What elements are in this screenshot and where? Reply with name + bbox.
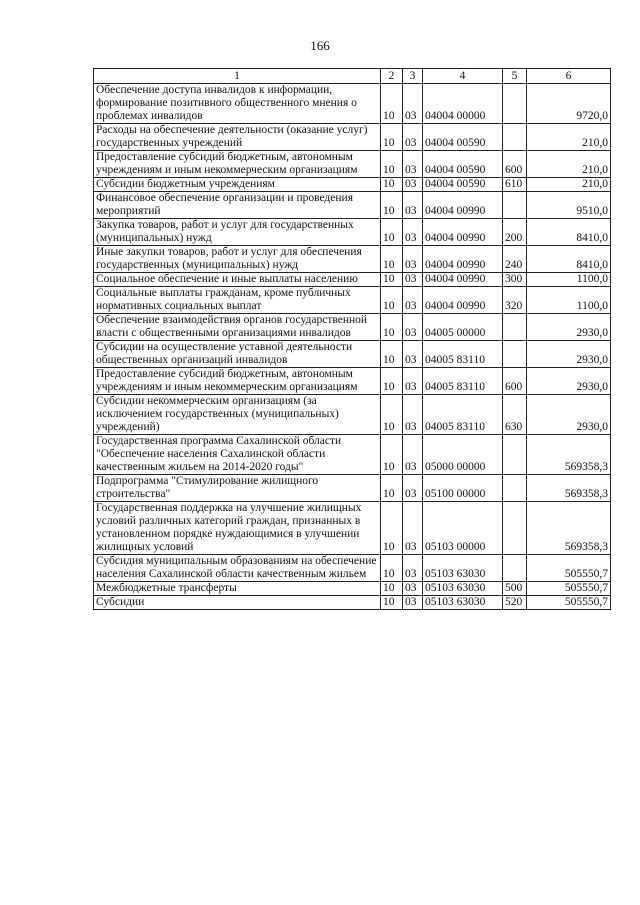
row-section-cell: 10 bbox=[381, 582, 403, 596]
row-subsection-cell: 03 bbox=[403, 582, 423, 596]
row-subsection-cell: 03 bbox=[403, 273, 423, 287]
row-sum-cell: 2930,0 bbox=[527, 341, 611, 368]
header-cell-3: 3 bbox=[403, 69, 423, 84]
row-sum-cell: 1100,0 bbox=[527, 273, 611, 287]
row-sum-cell: 569358,3 bbox=[527, 502, 611, 555]
row-expense-type-cell bbox=[503, 341, 527, 368]
row-name-cell: Социальные выплаты гражданам, кроме публичных нормативных социальных выплат bbox=[94, 287, 381, 314]
row-name-cell: Субсидии некоммерческим организациям (за исключением государственных (муниципальных) учреждений) bbox=[94, 395, 381, 435]
table-row bbox=[94, 435, 611, 475]
row-subsection-cell: 03 bbox=[403, 84, 423, 124]
row-name-cell: Субсидия муниципальным образованиям на обеспечение населения Сахалинской области качественным жильем bbox=[94, 555, 381, 582]
row-subsection-cell: 03 bbox=[403, 555, 423, 582]
row-expense-type-cell bbox=[503, 555, 527, 582]
row-target-code-cell: 04004 00590 bbox=[423, 178, 503, 192]
row-target-code-cell: 04005 83110 bbox=[423, 395, 503, 435]
table-row bbox=[94, 192, 611, 219]
row-section-cell: 10 bbox=[381, 287, 403, 314]
table-row bbox=[94, 314, 611, 341]
row-section-cell: 10 bbox=[381, 151, 403, 178]
row-sum-cell: 505550,7 bbox=[527, 596, 611, 610]
row-expense-type-cell: 630 bbox=[503, 395, 527, 435]
row-subsection-cell: 03 bbox=[403, 395, 423, 435]
row-sum-cell: 505550,7 bbox=[527, 582, 611, 596]
table-row bbox=[94, 395, 611, 435]
row-target-code-cell: 04005 83110 bbox=[423, 341, 503, 368]
table-row bbox=[94, 582, 611, 596]
row-expense-type-cell bbox=[503, 192, 527, 219]
row-expense-type-cell bbox=[503, 314, 527, 341]
table-row bbox=[94, 151, 611, 178]
row-name-cell: Финансовое обеспечение организации и проведения мероприятий bbox=[94, 192, 381, 219]
header-cell-1: 1 bbox=[94, 69, 381, 84]
table-row bbox=[94, 246, 611, 273]
row-subsection-cell: 03 bbox=[403, 287, 423, 314]
row-expense-type-cell: 300 bbox=[503, 273, 527, 287]
row-name-cell: Межбюджетные трансферты bbox=[94, 582, 381, 596]
row-expense-type-cell bbox=[503, 124, 527, 151]
row-subsection-cell: 03 bbox=[403, 314, 423, 341]
header-cell-6: 6 bbox=[527, 69, 611, 84]
table-row bbox=[94, 287, 611, 314]
row-sum-cell: 2930,0 bbox=[527, 314, 611, 341]
row-target-code-cell: 04005 83110 bbox=[423, 368, 503, 395]
row-sum-cell: 9720,0 bbox=[527, 84, 611, 124]
row-section-cell: 10 bbox=[381, 502, 403, 555]
row-subsection-cell: 03 bbox=[403, 502, 423, 555]
row-section-cell: 10 bbox=[381, 596, 403, 610]
table-row bbox=[94, 502, 611, 555]
row-section-cell: 10 bbox=[381, 178, 403, 192]
row-expense-type-cell: 600 bbox=[503, 151, 527, 178]
table-row bbox=[94, 84, 611, 124]
row-name-cell: Закупка товаров, работ и услуг для государственных (муниципальных) нужд bbox=[94, 219, 381, 246]
row-target-code-cell: 04004 00990 bbox=[423, 287, 503, 314]
row-sum-cell: 569358,3 bbox=[527, 475, 611, 502]
row-expense-type-cell: 320 bbox=[503, 287, 527, 314]
table-row bbox=[94, 341, 611, 368]
page-number: 166 bbox=[310, 38, 330, 53]
row-expense-type-cell: 200 bbox=[503, 219, 527, 246]
table-row bbox=[94, 178, 611, 192]
row-subsection-cell: 03 bbox=[403, 219, 423, 246]
table-row bbox=[94, 596, 611, 610]
row-name-cell: Расходы на обеспечение деятельности (оказание услуг) государственных учреждений bbox=[94, 124, 381, 151]
row-sum-cell: 210,0 bbox=[527, 178, 611, 192]
row-sum-cell: 210,0 bbox=[527, 151, 611, 178]
row-target-code-cell: 04005 00000 bbox=[423, 314, 503, 341]
row-expense-type-cell bbox=[503, 475, 527, 502]
row-section-cell: 10 bbox=[381, 314, 403, 341]
row-name-cell: Субсидии bbox=[94, 596, 381, 610]
row-sum-cell: 8410,0 bbox=[527, 246, 611, 273]
row-sum-cell: 2930,0 bbox=[527, 368, 611, 395]
row-target-code-cell: 04004 00990 bbox=[423, 246, 503, 273]
row-section-cell: 10 bbox=[381, 219, 403, 246]
row-target-code-cell: 05100 00000 bbox=[423, 475, 503, 502]
row-section-cell: 10 bbox=[381, 246, 403, 273]
table-row bbox=[94, 124, 611, 151]
row-section-cell: 10 bbox=[381, 273, 403, 287]
row-section-cell: 10 bbox=[381, 124, 403, 151]
table-row bbox=[94, 555, 611, 582]
row-section-cell: 10 bbox=[381, 435, 403, 475]
row-expense-type-cell: 500 bbox=[503, 582, 527, 596]
row-sum-cell: 1100,0 bbox=[527, 287, 611, 314]
table-header-row bbox=[94, 69, 611, 84]
row-subsection-cell: 03 bbox=[403, 341, 423, 368]
row-name-cell: Подпрограмма "Стимулирование жилищного строительства" bbox=[94, 475, 381, 502]
row-section-cell: 10 bbox=[381, 368, 403, 395]
row-subsection-cell: 03 bbox=[403, 151, 423, 178]
row-section-cell: 10 bbox=[381, 84, 403, 124]
row-sum-cell: 2930,0 bbox=[527, 395, 611, 435]
row-expense-type-cell bbox=[503, 502, 527, 555]
row-expense-type-cell: 520 bbox=[503, 596, 527, 610]
row-sum-cell: 8410,0 bbox=[527, 219, 611, 246]
row-subsection-cell: 03 bbox=[403, 124, 423, 151]
budget-table bbox=[93, 68, 611, 610]
row-subsection-cell: 03 bbox=[403, 596, 423, 610]
row-target-code-cell: 05103 00000 bbox=[423, 502, 503, 555]
row-sum-cell: 210,0 bbox=[527, 124, 611, 151]
row-name-cell: Предоставление субсидий бюджетным, автономным учреждениям и иным некоммерческим организациям bbox=[94, 151, 381, 178]
row-sum-cell: 569358,3 bbox=[527, 435, 611, 475]
row-name-cell: Обеспечение взаимодействия органов государственной власти с общественными организациями инвалидов bbox=[94, 314, 381, 341]
row-subsection-cell: 03 bbox=[403, 178, 423, 192]
row-expense-type-cell: 610 bbox=[503, 178, 527, 192]
row-name-cell: Субсидии бюджетным учреждениям bbox=[94, 178, 381, 192]
row-section-cell: 10 bbox=[381, 395, 403, 435]
row-name-cell: Обеспечение доступа инвалидов к информации, формирование позитивного общественного мнения о проблемах инвалидов bbox=[94, 84, 381, 124]
row-subsection-cell: 03 bbox=[403, 192, 423, 219]
row-name-cell: Государственная программа Сахалинской области "Обеспечение населения Сахалинской области качественным жильем на 2014-2020 годы" bbox=[94, 435, 381, 475]
row-target-code-cell: 04004 00590 bbox=[423, 124, 503, 151]
table-row bbox=[94, 273, 611, 287]
header-cell-4: 4 bbox=[423, 69, 503, 84]
table-row bbox=[94, 475, 611, 502]
header-cell-2: 2 bbox=[381, 69, 403, 84]
row-name-cell: Предоставление субсидий бюджетным, автономным учреждениям и иным некоммерческим организациям bbox=[94, 368, 381, 395]
row-sum-cell: 9510,0 bbox=[527, 192, 611, 219]
row-subsection-cell: 03 bbox=[403, 475, 423, 502]
row-section-cell: 10 bbox=[381, 192, 403, 219]
row-target-code-cell: 04004 00990 bbox=[423, 219, 503, 246]
table-row bbox=[94, 219, 611, 246]
row-section-cell: 10 bbox=[381, 475, 403, 502]
row-expense-type-cell: 240 bbox=[503, 246, 527, 273]
row-target-code-cell: 05000 00000 bbox=[423, 435, 503, 475]
row-name-cell: Иные закупки товаров, работ и услуг для обеспечения государственных (муниципальных) нужд bbox=[94, 246, 381, 273]
row-target-code-cell: 04004 00590 bbox=[423, 151, 503, 178]
row-subsection-cell: 03 bbox=[403, 246, 423, 273]
row-target-code-cell: 05103 63030 bbox=[423, 555, 503, 582]
row-expense-type-cell: 600 bbox=[503, 368, 527, 395]
row-sum-cell: 505550,7 bbox=[527, 555, 611, 582]
row-target-code-cell: 04004 00990 bbox=[423, 273, 503, 287]
row-target-code-cell: 05103 63030 bbox=[423, 582, 503, 596]
row-target-code-cell: 04004 00000 bbox=[423, 84, 503, 124]
table-row bbox=[94, 368, 611, 395]
row-target-code-cell: 05103 63030 bbox=[423, 596, 503, 610]
row-section-cell: 10 bbox=[381, 341, 403, 368]
row-target-code-cell: 04004 00990 bbox=[423, 192, 503, 219]
row-subsection-cell: 03 bbox=[403, 435, 423, 475]
header-cell-5: 5 bbox=[503, 69, 527, 84]
row-name-cell: Субсидии на осуществление уставной деятельности общественных организаций инвалидов bbox=[94, 341, 381, 368]
row-name-cell: Государственная поддержка на улучшение жилищных условий различных категорий граждан, признанных в установленном порядке нуждающимися в улучшении жилищных условий bbox=[94, 502, 381, 555]
row-expense-type-cell bbox=[503, 84, 527, 124]
row-section-cell: 10 bbox=[381, 555, 403, 582]
row-name-cell: Социальное обеспечение и иные выплаты населению bbox=[94, 273, 381, 287]
row-expense-type-cell bbox=[503, 435, 527, 475]
row-subsection-cell: 03 bbox=[403, 368, 423, 395]
